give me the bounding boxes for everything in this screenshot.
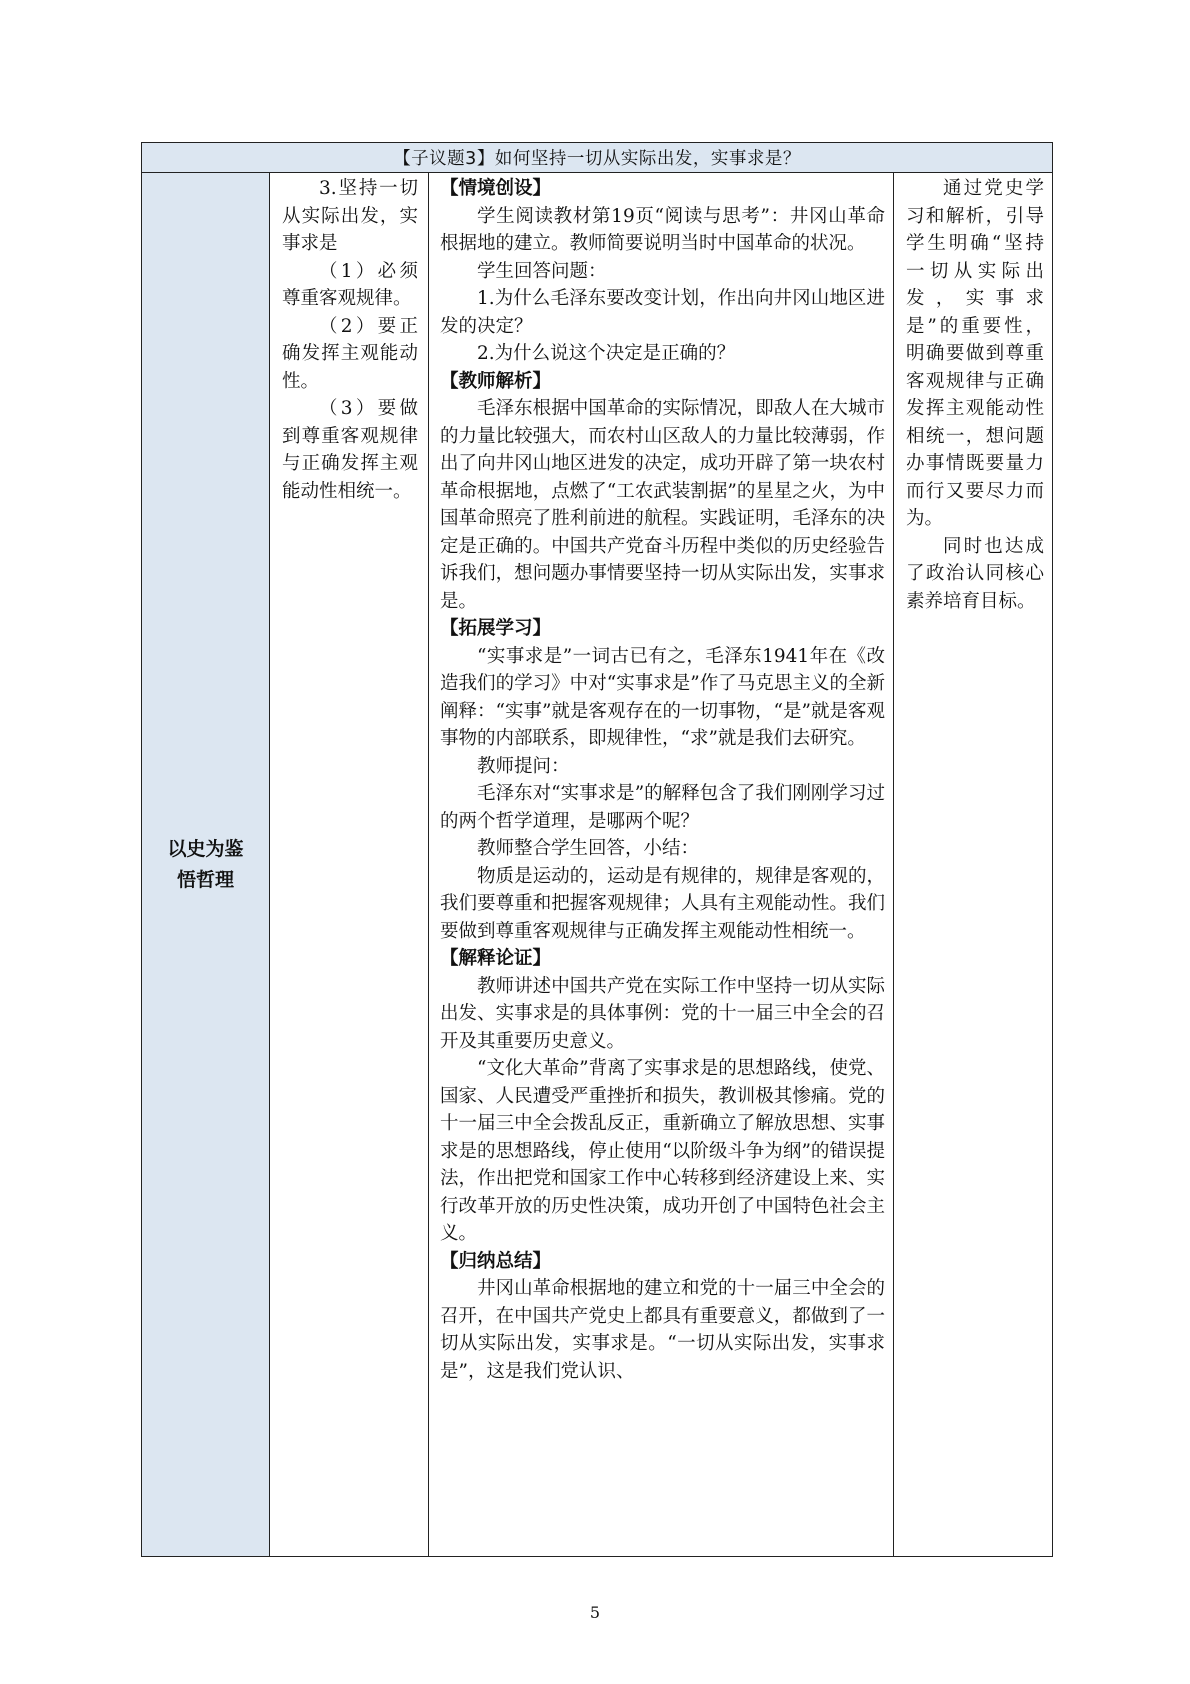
teaching-process-text: [440, 175, 885, 1385]
intent-paragraph: 通过党史学习和解析，引导学生明确“坚持一切从实际出发，实事求是”的重要性，明确要做到尊重客观规律与正确发挥主观能动性相统一，想问题办事情既要量力而行又要尽力而为。: [906, 178, 1045, 529]
knowledge-point: （2）要正确发挥主观能动性。: [282, 315, 418, 392]
paragraph: 2.为什么说这个决定是正确的？: [477, 343, 736, 364]
section-title-extension: 【拓展学习】: [440, 618, 552, 639]
paragraph: 学生阅读教材第19页“阅读与思考”：井冈山革命根据地的建立。教师简要说明当时中国革命的状况。: [440, 205, 885, 254]
paragraph: “文化大革命”背离了实事求是的思想路线，使党、国家、人民遭受严重挫折和损失，教训极其惨痛。党的十一届三中全会拨乱反正，重新确立了解放思想、实事求是的思想路线，停止使用“以阶级斗争为纲”的错误提法，作出把党和国家工作中心转移到经济建设上来、实行改革开放的历史性决策，成功开创了中国特色社会主义。: [440, 1058, 885, 1244]
teaching-process-cell: [429, 173, 894, 1557]
paragraph: 教师讲述中国共产党在实际工作中坚持一切从实际出发、实事求是的具体事例：党的十一届三中全会的召开及其重要历史意义。: [440, 975, 885, 1052]
page-number: 5: [589, 1603, 601, 1622]
design-intent-cell: [894, 173, 1053, 1557]
table-body-row: [142, 173, 1053, 1557]
paragraph: 毛泽东对“实事求是”的解释包含了我们刚刚学习过的两个哲学道理，是哪两个呢？: [440, 783, 885, 832]
sub-topic-header: 【子议题3】如何坚持一切从实际出发，实事求是？: [142, 143, 1053, 173]
section-title-analysis: 【教师解析】: [440, 370, 552, 392]
paragraph: 学生回答问题：: [477, 260, 607, 282]
section-title-summary: 【归纳总结】: [440, 1250, 552, 1272]
row-label-line: 以史为鉴: [167, 837, 244, 860]
knowledge-point: （1）必须尊重客观规律。: [282, 260, 418, 309]
paragraph: 物质是运动的，运动是有规律的，规律是客观的，我们要尊重和把握客观规律；人具有主观能动性。我们要做到尊重客观规律与正确发挥主观能动性相统一。: [440, 865, 885, 942]
row-label-line: 悟哲理: [176, 868, 234, 891]
paragraph: 1.为什么毛泽东要改变计划，作出向井冈山地区进发的决定？: [440, 288, 885, 337]
paragraph: 毛泽东根据中国革命的实际情况，即敌人在大城市的力量比较强大，而农村山区敌人的力量比较薄弱，作出了向井冈山地区进发的决定，成功开辟了第一块农村革命根据地，点燃了“工农武装割据”的星星之火，为中国革命照亮了胜利前进的航程。实践证明，毛泽东的决定是正确的。中国共产党奋斗历程中类似的历史经验告诉我们，想问题办事情要坚持一切从实际出发，实事求是。: [440, 398, 885, 612]
knowledge-points-text: [282, 175, 418, 505]
paragraph: 教师提问：: [477, 755, 570, 777]
knowledge-point: （3）要做到尊重客观规律与正确发挥主观能动性相统一。: [282, 398, 418, 502]
knowledge-point: 3.坚持一切从实际出发，实事求是: [282, 178, 418, 254]
section-title-argument: 【解释论证】: [440, 948, 552, 969]
paragraph: 井冈山革命根据地的建立和党的十一届三中全会的召开，在中国共产党史上都具有重要意义，都做到了一切从实际出发，实事求是。“一切从实际出发，实事求是”，这是我们党认识、: [440, 1278, 885, 1382]
paragraph: “实事求是”一词古已有之，毛泽东1941年在《改造我们的学习》中对“实事求是”作了马克思主义的全新阐释：“实事”就是客观存在的一切事物，“是”就是客观事物的内部联系，即规律性，“求”就是我们去研究。: [440, 645, 885, 749]
design-intent-text: [906, 175, 1044, 615]
row-label-cell: [142, 173, 270, 1557]
knowledge-points-cell: [270, 173, 429, 1557]
paragraph: 教师整合学生回答，小结：: [477, 838, 700, 859]
lesson-plan-table: [141, 142, 1053, 1557]
intent-paragraph: 同时也达成了政治认同核心素养培育目标。: [906, 535, 1045, 612]
table-header-row: [142, 143, 1053, 173]
section-title-scenario: 【情境创设】: [440, 178, 552, 199]
